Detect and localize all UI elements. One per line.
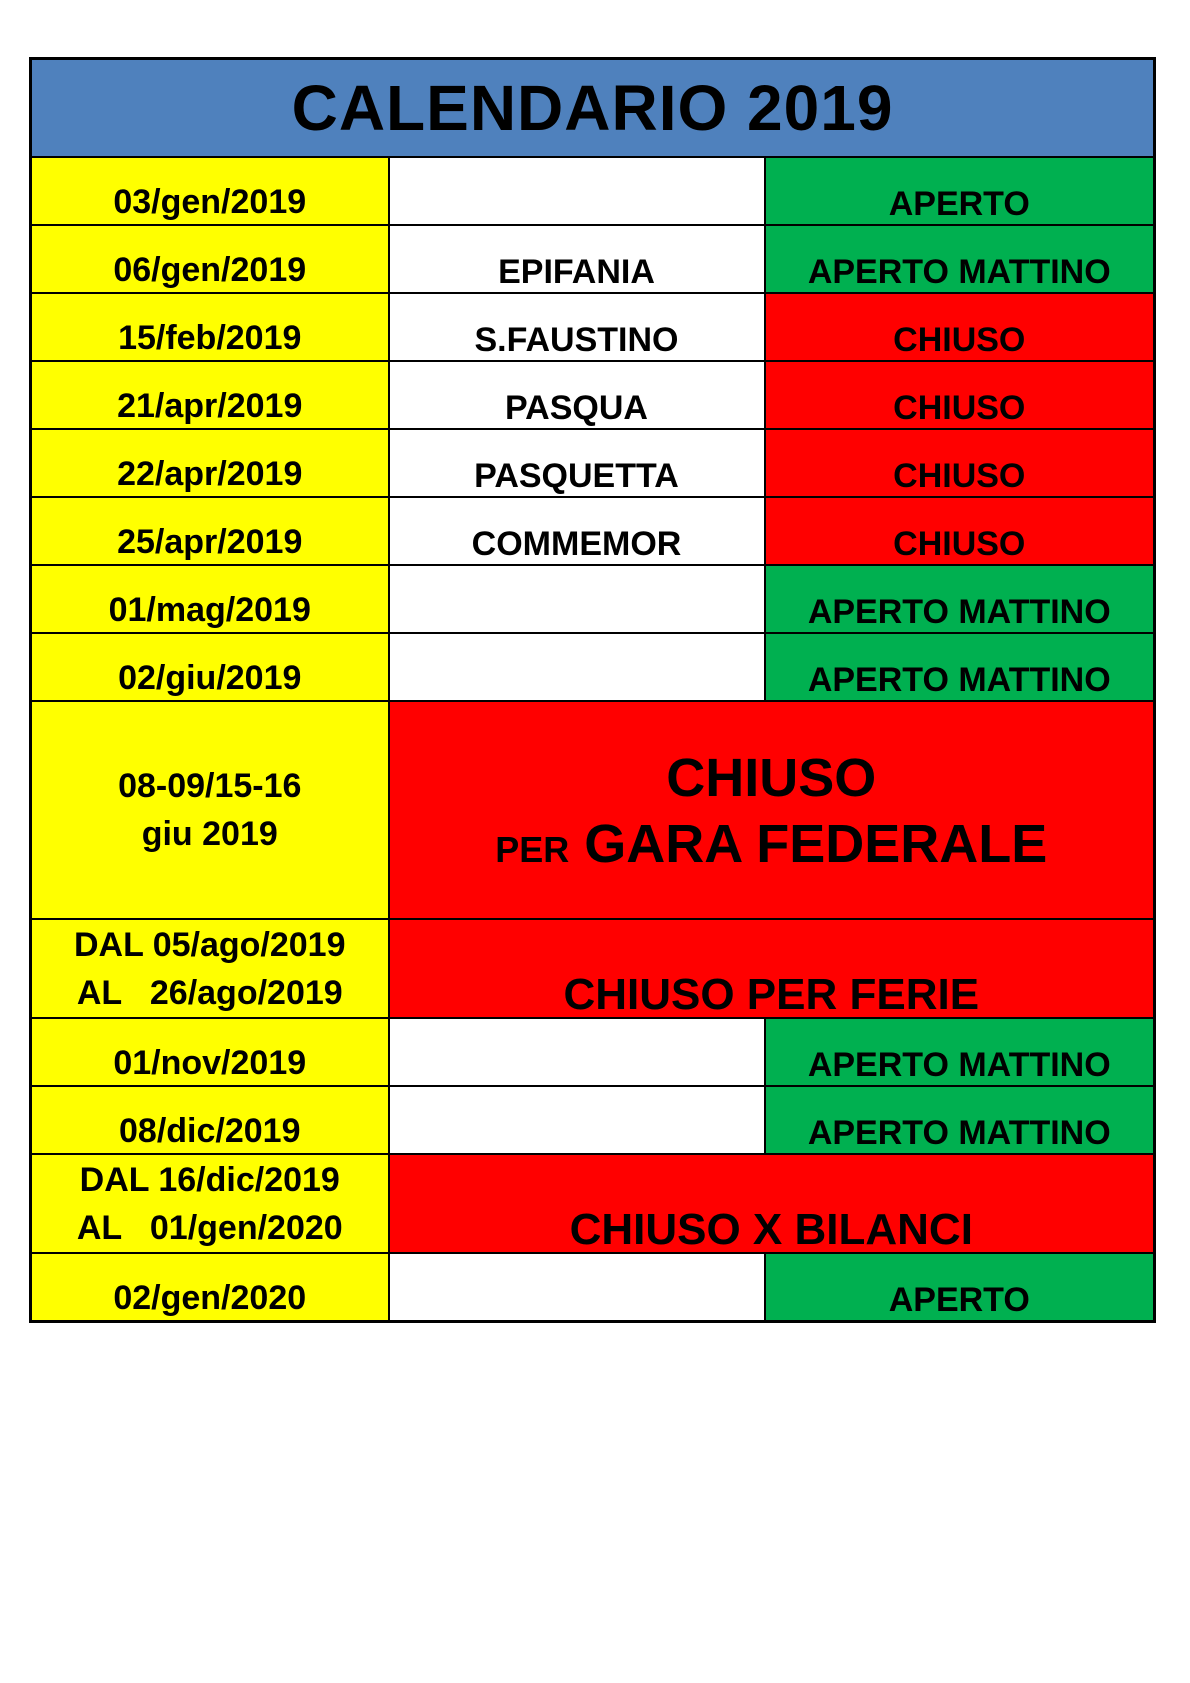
holiday-cell: COMMEMOR — [389, 497, 765, 565]
table-row — [31, 1018, 1155, 1086]
calendar-title: CALENDARIO 2019 — [31, 59, 1155, 158]
status-cell: APERTO MATTINO — [765, 1086, 1155, 1154]
date-line: AL 26/ago/2019 — [76, 973, 343, 1012]
table-row — [31, 1253, 1155, 1321]
table-row-ferie — [31, 919, 1155, 1018]
status-cell-merged — [389, 701, 1155, 919]
table-row-bilanci — [31, 1154, 1155, 1253]
holiday-cell — [389, 633, 765, 701]
date-cell: 06/gen/2019 — [31, 225, 389, 293]
table-row — [31, 1086, 1155, 1154]
status-line — [390, 811, 1154, 883]
date-cell: 22/apr/2019 — [31, 429, 389, 497]
status-cell: APERTO — [765, 1253, 1155, 1321]
status-cell: APERTO MATTINO — [765, 1018, 1155, 1086]
holiday-cell: EPIFANIA — [389, 225, 765, 293]
holiday-cell: PASQUETTA — [389, 429, 765, 497]
date-cell — [31, 919, 389, 1018]
date-cell: 01/nov/2019 — [31, 1018, 389, 1086]
holiday-cell — [389, 565, 765, 633]
table-row — [31, 225, 1155, 293]
date-cell: 25/apr/2019 — [31, 497, 389, 565]
date-cell — [31, 701, 389, 919]
date-line: DAL 16/dic/2019 — [79, 1160, 340, 1199]
status-cell: APERTO MATTINO — [765, 633, 1155, 701]
table-row — [31, 361, 1155, 429]
status-main: GARA FEDERALE — [584, 814, 1048, 874]
date-cell: 08/dic/2019 — [31, 1086, 389, 1154]
date-cell — [31, 1154, 389, 1253]
holiday-cell: S.FAUSTINO — [389, 293, 765, 361]
holiday-cell: PASQUA — [389, 361, 765, 429]
status-prefix: PER — [495, 829, 570, 870]
date-cell: 02/giu/2019 — [31, 633, 389, 701]
holiday-cell — [389, 1253, 765, 1321]
table-row-gara — [31, 701, 1155, 919]
status-cell: CHIUSO — [765, 293, 1155, 361]
date-line: giu 2019 — [141, 815, 278, 853]
table-row — [31, 429, 1155, 497]
date-cell: 01/mag/2019 — [31, 565, 389, 633]
date-line: 08-09/15-16 — [118, 767, 302, 805]
table-row — [31, 157, 1155, 225]
status-line: CHIUSO — [666, 748, 877, 808]
calendar-table — [29, 57, 1153, 1320]
table-row — [31, 293, 1155, 361]
table-row — [31, 565, 1155, 633]
date-line: DAL 05/ago/2019 — [73, 925, 346, 964]
date-cell: 15/feb/2019 — [31, 293, 389, 361]
holiday-cell — [389, 157, 765, 225]
holiday-cell — [389, 1086, 765, 1154]
status-cell: APERTO MATTINO — [765, 565, 1155, 633]
status-cell-merged: CHIUSO X BILANCI — [389, 1154, 1155, 1253]
table-row — [31, 497, 1155, 565]
date-line: AL 01/gen/2020 — [76, 1208, 343, 1247]
status-cell: CHIUSO — [765, 497, 1155, 565]
status-cell: APERTO MATTINO — [765, 225, 1155, 293]
status-cell: CHIUSO — [765, 361, 1155, 429]
date-cell: 03/gen/2019 — [31, 157, 389, 225]
holiday-cell — [389, 1018, 765, 1086]
table-row — [31, 633, 1155, 701]
status-cell: APERTO — [765, 157, 1155, 225]
date-cell: 02/gen/2020 — [31, 1253, 389, 1321]
date-cell: 21/apr/2019 — [31, 361, 389, 429]
status-cell-merged: CHIUSO PER FERIE — [389, 919, 1155, 1018]
status-cell: CHIUSO — [765, 429, 1155, 497]
